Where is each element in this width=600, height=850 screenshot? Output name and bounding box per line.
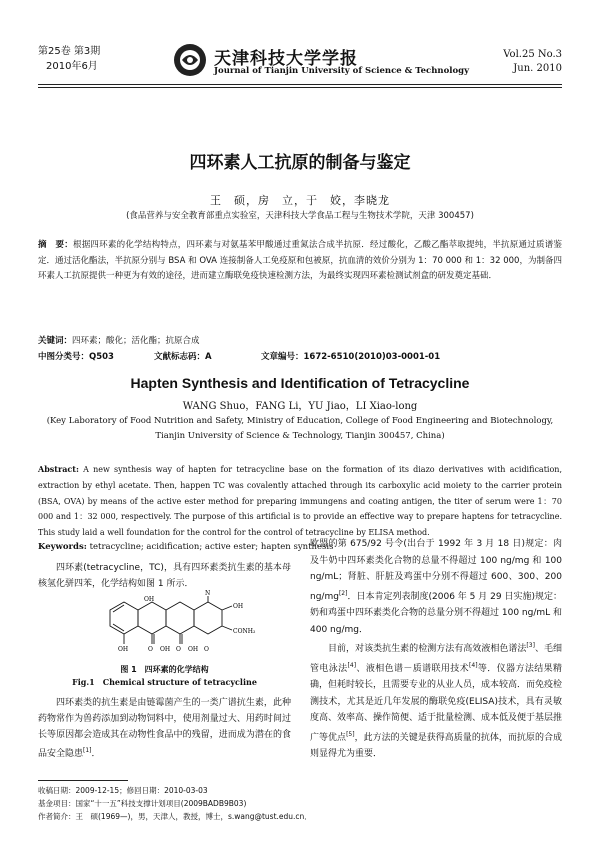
right-para-2-d: 等．仪器方法结果精确，但耗时较长，且需要专业的从业人员，成本较高．而免疫检测技术，尤其是近几年发展的酶联免疫(ELISA)技术，具有灵敏度高、效率高、操作简便、适于批量检测、成本低及便于基层推广等优点 — [310, 663, 563, 743]
volume-cn: 第25卷 第3期 — [38, 46, 101, 57]
issue-info-en — [503, 48, 562, 76]
journal-title-en: Journal of Tianjin University of Science & Technology — [214, 66, 470, 76]
date-en: Jun. 2010 — [513, 63, 562, 74]
right-para-1-text-b: ．日本肯定列表制度(2006 年 5 月 29 日实施)规定：奶和鸡蛋中四环素类化合物的总量分别不得超过 100 ng/mL 和 400 ng/mg． — [310, 591, 562, 635]
fig-label-oh-4: OH — [160, 646, 171, 653]
fig-label-oh-3: OH — [118, 646, 129, 653]
date-cn: 2010年6月 — [46, 61, 98, 72]
ref-3: [3] — [526, 642, 535, 649]
body-right-para-2 — [310, 638, 562, 763]
footnote — [38, 784, 312, 823]
issue-info — [38, 44, 100, 74]
header-rule — [38, 84, 562, 85]
fig-label-o-3: O — [204, 646, 209, 653]
affiliation-en-line1: (Key Laboratory of Food Nutrition and Safety, Ministry of Education, College of Food Engineering and Biotechnology, — [46, 416, 554, 426]
keywords-text-en: tetracycline; acidification; active ester; hapten synthesis — [89, 542, 334, 552]
body-left-para-2: 四环素类的抗生素是由链霉菌产生的一类广谱抗生素，此种药物常作为兽药添加到动物饲料中，使用剂量过大、用药时间过长等原因都会造成其在动物性食品中的残留，进而成为潜在的食品安全隐患[1]． — [38, 698, 291, 759]
right-para-1-text: 欧盟的第 675/92 号令(出台于 1992 年 3 月 18 日)规定：肉及牛奶中四环素类化合物的总量不得超过 100 ng/mg 和 100 ng/mL；肾脏、肝脏及鸡蛋中分别不得超过 600、300、200 ng/mg — [310, 539, 562, 602]
affiliation-en — [0, 414, 600, 444]
article-title-cn: 四环素人工抗原的制备与鉴定 — [189, 153, 411, 173]
fig-label-oh-5: OH — [188, 646, 199, 653]
fig-label-oh-2: OH — [233, 603, 244, 610]
left-para-2-text: 四环素类的抗生素是由链霉菌产生的一类广谱抗生素，此种药物常作为兽药添加到动物饲料中，使用剂量过大、用药时间过长等原因都会造成其在动物性食品中的残留，进而成为潜在的食品安全隐患 — [38, 698, 291, 759]
abstract-label-en: Abstract: — [38, 464, 79, 474]
fig-label-o-1: O — [148, 646, 153, 653]
footnote-received: 收稿日期：2009-12-15；修回日期：2010-03-03 — [38, 786, 208, 795]
fig-label-o-2: O — [176, 646, 181, 653]
abstract-text-cn: 根据四环素的化学结构特点，四环素与对氨基苯甲酸通过重氮法合成半抗原．经过酸化，乙酸乙酯萃取提纯，半抗原通过质谱鉴定．通过活化酯法，半抗原分别与 BSA 和 OVA 连接制备人工免疫原和包被原，抗血清的效价分别为 1：70 000 和 1：32 000，为制备四环素人工抗原提供一种更为有效的途径，进而建立酶联免疫快速检测方法，为最终实现四环素检测试剂盒的研发奠定基础． — [38, 240, 562, 281]
ref-4b: [4] — [469, 661, 478, 669]
document-code: 文献标志码：A — [154, 352, 212, 362]
volume-en: Vol.25 No.3 — [503, 49, 562, 60]
journal-logo-icon — [172, 42, 208, 78]
keywords-text-cn: 四环素；酸化；活化酯；抗原合成 — [72, 336, 200, 346]
authors-en: WANG Shuo，FANG Li，YU Jiao，LI Xiao-long — [182, 401, 418, 412]
article-number: 文章编号：1672-6510(2010)03-0001-01 — [261, 352, 441, 362]
right-para-2-c: 、液相色谱－质谱联用技术 — [356, 663, 470, 674]
fig-label-conh2: CONH₂ — [233, 628, 256, 635]
tetracycline-structure-figure — [90, 590, 260, 658]
right-para-2-a: 目前，对该类抗生素的检测方法有高效液相色谱法 — [328, 644, 527, 654]
body-right-para-1 — [310, 536, 562, 638]
fig-label-oh-1: OH — [144, 596, 155, 603]
keywords-cn — [38, 334, 200, 346]
footnote-fund: 基金项目：国家“十一五”科技支撑计划项目(2009BADB9B03) — [38, 799, 247, 808]
affiliation-cn: (食品营养与安全教育部重点实验室，天津科技大学食品工程与生物技术学院，天津 300457) — [126, 211, 474, 221]
article-title-en: Hapten Synthesis and Identification of Tetracycline — [130, 375, 470, 391]
ref-4a: [4] — [347, 661, 357, 669]
header-rule-thin — [38, 87, 562, 88]
fig-label-n: N — [205, 590, 211, 597]
keywords-en — [38, 542, 333, 552]
ref-2: [2] — [338, 589, 348, 597]
ref-1: [1] — [83, 747, 92, 754]
abstract-cn — [38, 238, 562, 285]
journal-title-cn: 天津科技大学学报 — [214, 49, 358, 69]
keywords-label-cn: 关键词： — [38, 336, 73, 346]
abstract-en — [38, 462, 562, 541]
abstract-label-cn: 摘 要： — [38, 240, 73, 250]
right-para-2-b: 、毛细管电泳法 — [310, 644, 562, 674]
figure-caption-cn: 图 1 四环素的化学结构 — [120, 665, 209, 674]
footnote-author: 作者简介：王 硕(1969—)，男，天津人，教授，博士，s.wang@tust.edu.cn． — [38, 812, 312, 821]
authors-cn: 王 硕，房 立，于 姣，李晓龙 — [210, 194, 390, 207]
keywords-label-en: Keywords: — [38, 542, 87, 552]
ref-5: [5] — [346, 730, 355, 738]
affiliation-en-line2: Tianjin University of Science & Technology, Tianjin 300457, China) — [155, 431, 445, 441]
body-left-para-1: 四环素(tetracycline，TC)，具有四环素类抗生素的基本母核氢化骈四苯，化学结构如图 1 所示． — [38, 563, 291, 589]
abstract-text-en: A new synthesis way of hapten for tetracycline base on the formation of its diazo derivatives with acidification, extraction by ethyl acetate. Then, happen TC was covalently attached through its carboxylic acid moiety to the carrier protein (BSA, OVA) by means of the active ester method for preparing immungens and coating antigen, the titer of serum were 1：70 000 and 1：32 000, respectively. The purpose of this artificial is to provide an effective way to prepare haptens for tetracycline. This study laid a well foundation for the control for the control of tetracycline by ELISA method. — [38, 465, 562, 538]
footnote-rule — [38, 780, 128, 781]
right-para-2-e: ，此方法的关键是获得高质量的抗体，而抗原的合成则显得尤为重要． — [310, 732, 562, 759]
body-right-column — [310, 536, 562, 763]
figure-caption-en: Fig.1 Chemical structure of tetracycline — [72, 677, 257, 687]
clc-number: 中图分类号：Q503 — [38, 352, 114, 362]
